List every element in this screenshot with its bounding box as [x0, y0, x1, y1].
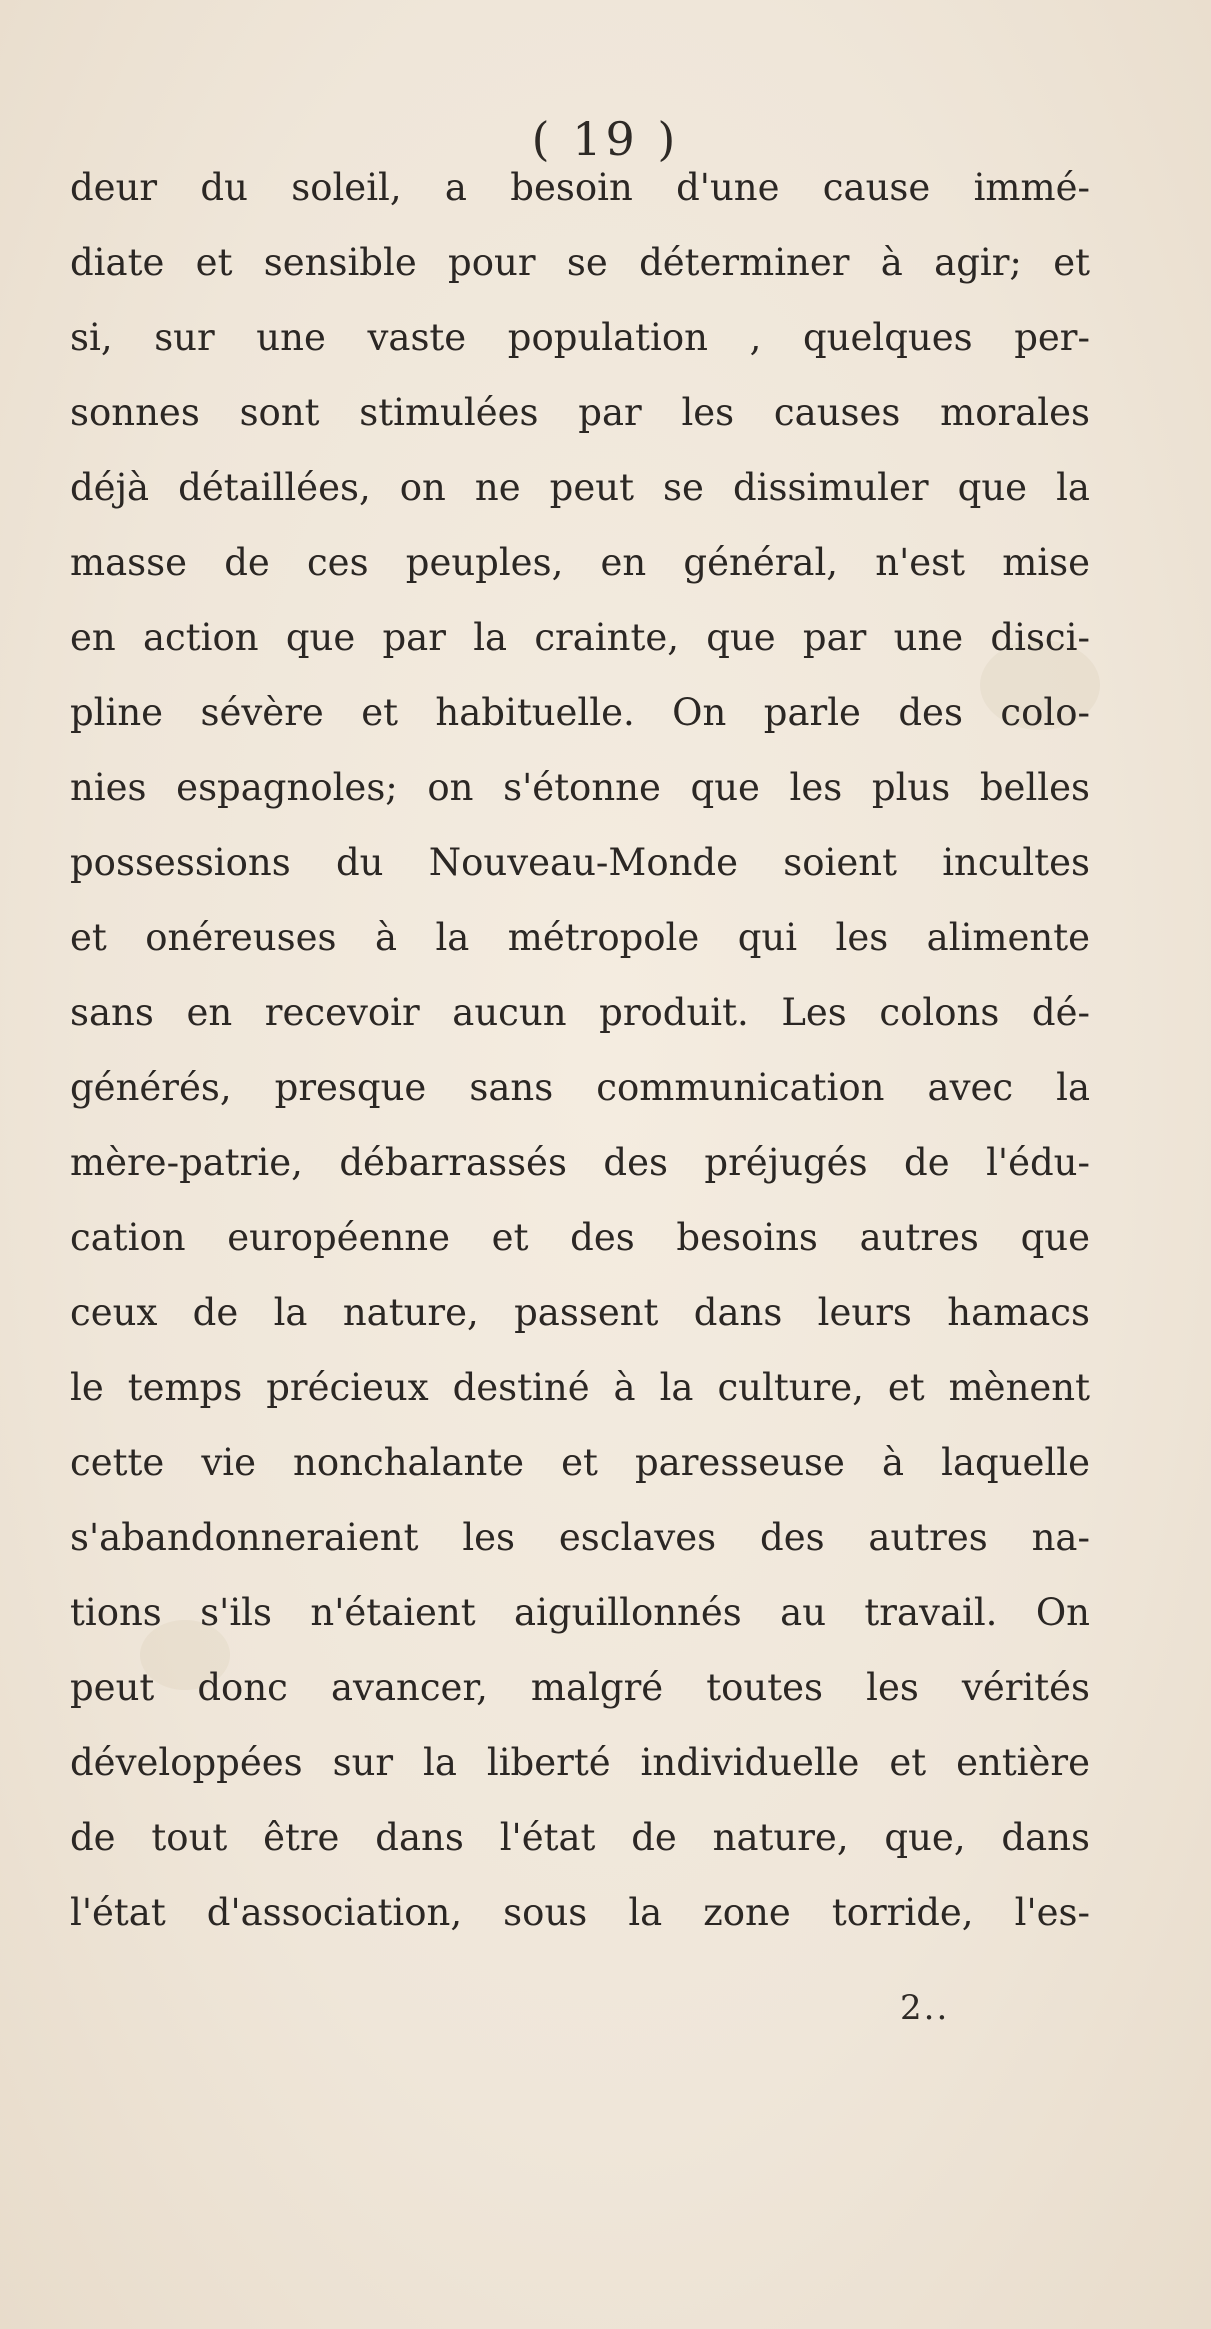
text-line: possessions du Nouveau-Monde soient incultes — [70, 841, 1090, 884]
text-line: cette vie nonchalante et paresseuse à laquelle — [70, 1441, 1090, 1484]
text-line: s'abandonneraient les esclaves des autres na- — [70, 1516, 1090, 1559]
text-line: développées sur la liberté individuelle et entière — [70, 1741, 1090, 1784]
text-line: pline sévère et habituelle. On parle des colo- — [70, 691, 1090, 734]
text-line: si, sur une vaste population , quelques per- — [70, 316, 1090, 359]
text-line: cation européenne et des besoins autres que — [70, 1216, 1090, 1259]
text-line: sonnes sont stimulées par les causes morales — [70, 391, 1090, 434]
text-line: et onéreuses à la métropole qui les alimente — [70, 916, 1090, 959]
text-line: mère-patrie, débarrassés des préjugés de l'édu- — [70, 1141, 1090, 1184]
signature-mark: 2.. — [900, 1988, 950, 2028]
text-line: déjà détaillées, on ne peut se dissimuler que la — [70, 466, 1090, 509]
text-line: masse de ces peuples, en général, n'est mise — [70, 541, 1090, 584]
text-line: générés, presque sans communication avec la — [70, 1066, 1090, 1109]
text-line: sans en recevoir aucun produit. Les colons dé- — [70, 991, 1090, 1034]
page-number: ( 19 ) — [531, 112, 680, 166]
text-line: le temps précieux destiné à la culture, et mènent — [70, 1366, 1090, 1409]
text-line: de tout être dans l'état de nature, que, dans — [70, 1816, 1090, 1859]
text-line: deur du soleil, a besoin d'une cause immé- — [70, 166, 1090, 209]
body-text — [70, 150, 1090, 1950]
text-line: ceux de la nature, passent dans leurs hamacs — [70, 1291, 1090, 1334]
text-line: peut donc avancer, malgré toutes les vérités — [70, 1666, 1090, 1709]
text-line: tions s'ils n'étaient aiguillonnés au travail. On — [70, 1591, 1090, 1634]
text-line: nies espagnoles; on s'étonne que les plus belles — [70, 766, 1090, 809]
text-line: en action que par la crainte, que par une disci- — [70, 616, 1090, 659]
text-line: l'état d'association, sous la zone torride, l'es- — [70, 1891, 1090, 1934]
text-line: diate et sensible pour se déterminer à agir; et — [70, 241, 1090, 284]
